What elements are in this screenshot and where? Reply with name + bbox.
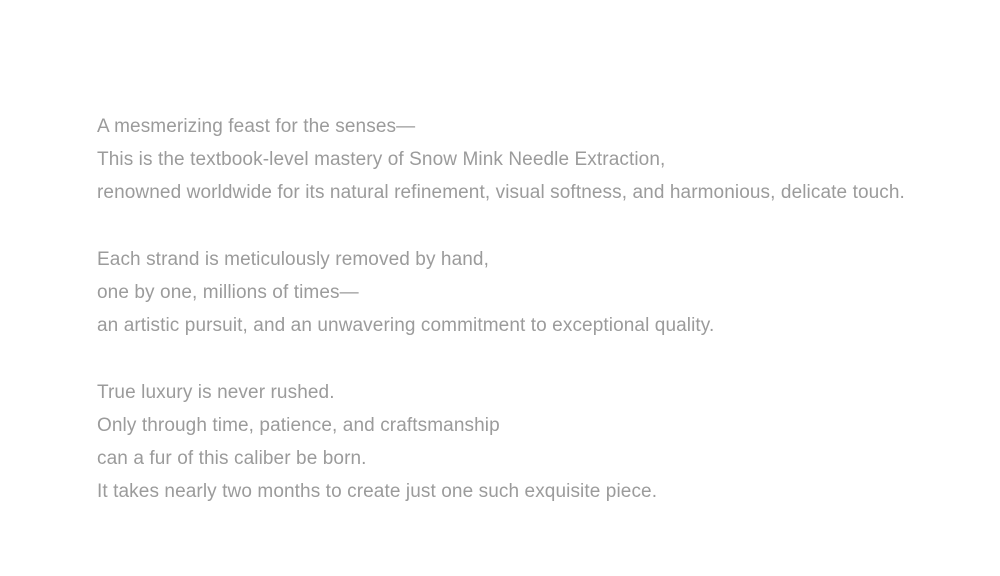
text-line: Each strand is meticulously removed by hand, [97, 249, 489, 270]
text-line: It takes nearly two months to create just one such exquisite piece. [97, 481, 658, 502]
text-line: one by one, millions of times— [97, 282, 359, 303]
text-line: an artistic pursuit, and an unwavering commitment to exceptional quality. [97, 315, 715, 336]
text-line: Only through time, patience, and craftsmanship [97, 415, 500, 436]
text-line: True luxury is never rushed. [97, 382, 335, 403]
paragraph-craft [97, 243, 957, 342]
marketing-copy-block [97, 110, 957, 508]
paragraph-luxury [97, 376, 957, 508]
text-line: This is the textbook-level mastery of Snow Mink Needle Extraction, [97, 149, 666, 170]
paragraph-senses [97, 110, 957, 209]
text-line: A mesmerizing feast for the senses— [97, 116, 416, 137]
text-line: can a fur of this caliber be born. [97, 448, 367, 469]
text-line: renowned worldwide for its natural refinement, visual softness, and harmonious, delicate touch. [97, 182, 905, 203]
